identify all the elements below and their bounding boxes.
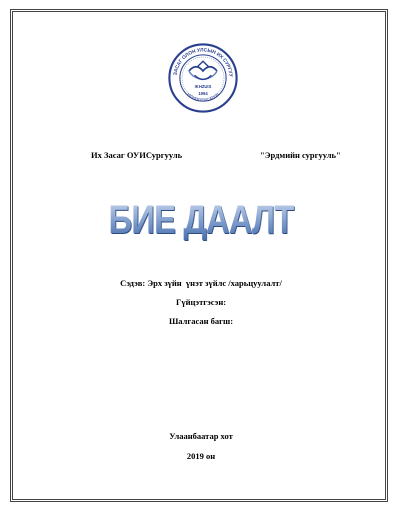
city-line: Улаанбаатар хот [169,431,233,441]
left-institution-name: Их Засаг ОУИСургууль [91,150,183,160]
document-title: БИЕ ДААЛТ [36,200,366,240]
university-seal-logo [168,43,238,113]
topic-line: Сэдэв: Эрх зүйн үнэт зүйлс /харьцуулалт/ [120,278,282,288]
seal-center-text: IKHZUIS [194,83,212,89]
seal-year: 1994 [198,90,208,96]
seal-bottom-text: HIGHER EDUCATION [186,92,220,103]
author-line: Гүйцэтгэсэн: [175,297,227,307]
seal-ring-text: ЗАСАГ ОЛОН УЛСЫН ИХ СУРГУУ [173,48,233,77]
year-line: 2019 он [186,451,216,461]
right-institution-name: "Эрдмийн сургууль" [260,150,341,160]
checker-line: Шалгасан багш: [168,316,234,326]
